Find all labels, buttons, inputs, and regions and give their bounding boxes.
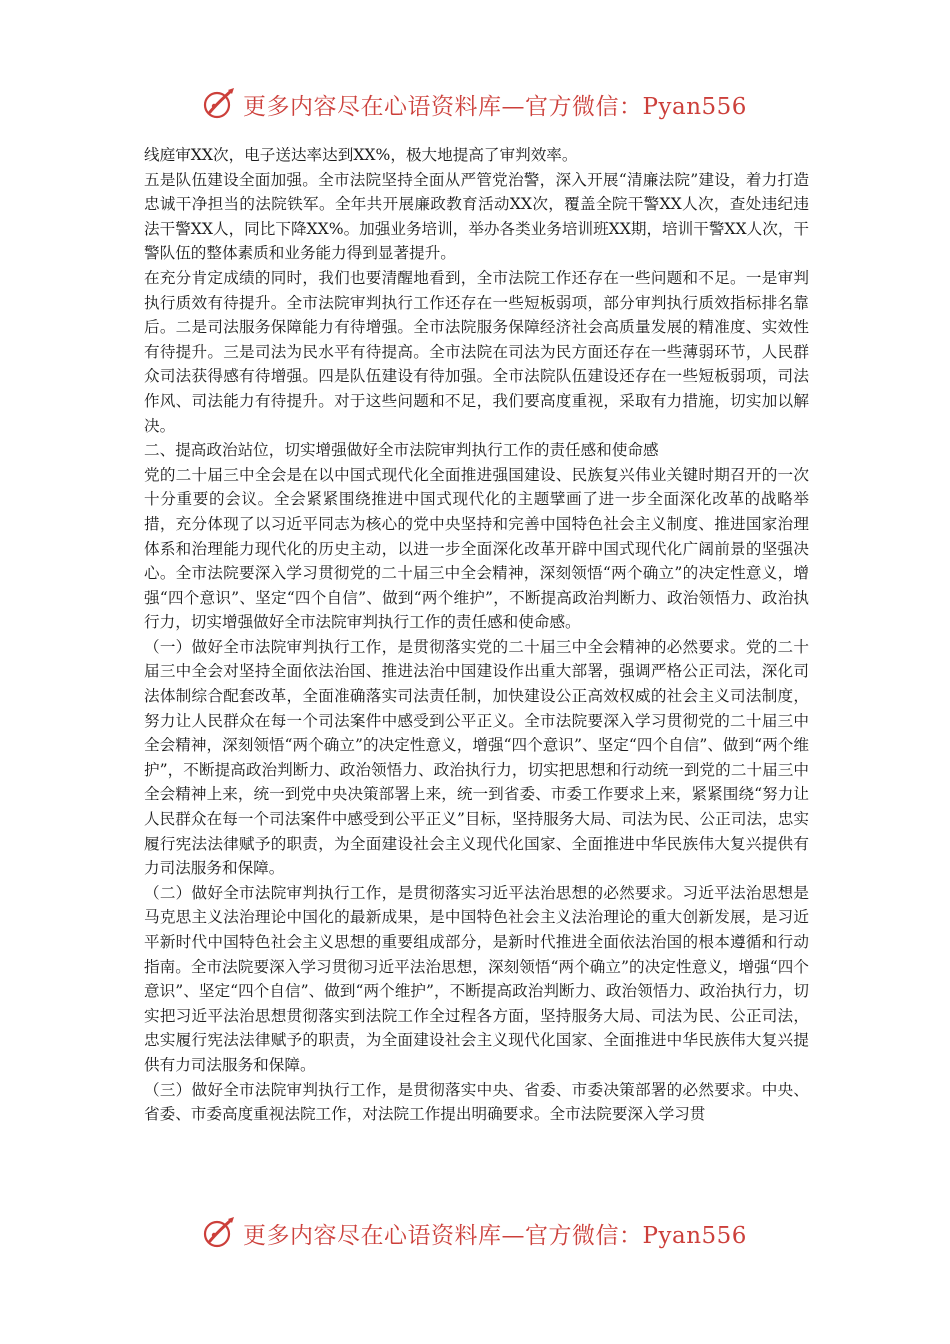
paragraph: （一）做好全市法院审判执行工作，是贯彻落实党的二十届三中全会精神的必然要求。党的二十届三中全会对坚持全面依法治国、推进法治中国建设作出重大部署，强调严格公正司法，深化司法体制综合配套改革，全面准确落实司法责任制，加快建设公正高效权威的社会主义司法制度，努力让人民群众在每一个司法案件中感受到公平正义。全市法院要深入学习贯彻党的二十届三中全会精神，深刻领悟“两个确立”的决定性意义，增强“四个意识”、坚定“四个自信”、做到“两个维护”，不断提高政治判断力、政治领悟力、政治执行力，切实把思想和行动统一到党的二十届三中全会精神上来，统一到党中央决策部署上来，统一到省委、市委工作要求上来，紧紧围绕“努力让人民群众在每一个司法案件中感受到公平正义”目标，坚持服务大局、司法为民、公正司法，忠实履行宪法法律赋予的职责，为全面建设社会主义现代化国家、全面推进中华民族伟大复兴提供有力司法服务和保障。	[144, 637, 809, 878]
banner-text: 更多内容尽在心语资料库—官方微信：Pyan556	[243, 93, 747, 120]
paragraph: 五是队伍建设全面加强。全市法院坚持全面从严管党治警，深入开展“清廉法院”建设，着力打造忠诚干净担当的法院铁军。全年共开展廉政教育活动XX次，覆盖全院干警XX人次，查处违纪违法干警XX人，同比下降XX%。加强业务培训，举办各类业务培训班XX期，培训干警XX人次，干警队伍的整体素质和业务能力得到显著提升。	[144, 170, 810, 263]
banner-text: 更多内容尽在心语资料库—官方微信：Pyan556	[243, 1222, 747, 1249]
paragraph: 在充分肯定成绩的同时，我们也要清醒地看到，全市法院工作还存在一些问题和不足。一是审判执行质效有待提升。全市法院审判执行工作还存在一些短板弱项，部分审判执行质效指标排名靠后。二是司法服务保障能力有待增强。全市法院服务保障经济社会高质量发展的精准度、实效性有待提升。三是司法为民水平有待提高。全市法院在司法为民方面还存在一些薄弱环节，人民群众司法获得感有待增强。四是队伍建设有待加强。全市法院队伍建设还存在一些短板弱项，司法作风、司法能力有待提升。对于这些问题和不足，我们要高度重视，采取有力措施，切实加以解决。	[144, 268, 809, 435]
paragraph: 党的二十届三中全会是在以中国式现代化全面推进强国建设、民族复兴伟业关键时期召开的一次十分重要的会议。全会紧紧围绕推进中国式现代化的主题擘画了进一步全面深化改革的战略举措，充分体现了以习近平同志为核心的党中央坚持和完善中国特色社会主义制度、推进国家治理体系和治理能力现代化的历史主动，以进一步全面深化改革开辟中国式现代化广阔前景的坚强决心。全市法院要深入学习贯彻党的二十届三中全会精神，深刻领悟“两个确立”的决定性意义，增强“四个意识”、坚定“四个自信”、做到“两个维护”，不断提高政治判断力、政治领悟力、政治执行力，切实增强做好全市法院审判执行工作的责任感和使命感。	[144, 465, 809, 632]
header-banner	[0, 84, 950, 124]
paragraph: （二）做好全市法院审判执行工作，是贯彻落实习近平法治思想的必然要求。习近平法治思想是马克思主义法治理论中国化的最新成果，是中国特色社会主义法治理论的重大创新发展，是习近平新时代中国特色社会主义思想的重要组成部分，是新时代推进全面依法治国的根本遵循和行动指南。全市法院要深入学习贯彻习近平法治思想，深刻领悟“两个确立”的决定性意义，增强“四个意识”、坚定“四个自信”、做到“两个维护”，不断提高政治判断力、政治领悟力、政治执行力，切实把习近平法治思想贯彻落实到法院工作全过程各方面，坚持服务大局、司法为民、公正司法，忠实履行宪法法律赋予的职责，为全面建设社会主义现代化国家、全面推进中华民族伟大复兴提供有力司法服务和保障。	[144, 883, 809, 1074]
footer-banner	[0, 1213, 950, 1253]
paragraph: （三）做好全市法院审判执行工作，是贯彻落实中央、省委、市委决策部署的必然要求。中央、省委、市委高度重视法院工作，对法院工作提出明确要求。全市法院要深入学习贯	[144, 1080, 809, 1124]
section-heading: 二、提高政治站位，切实增强做好全市法院审判执行工作的责任感和使命感	[144, 441, 659, 460]
brush-logo-icon	[201, 86, 237, 122]
paragraph: 线庭审XX次，电子送达率达到XX%，极大地提高了审判效率。	[144, 146, 578, 164]
document-body	[144, 143, 809, 1127]
brush-logo-icon	[201, 1215, 237, 1251]
